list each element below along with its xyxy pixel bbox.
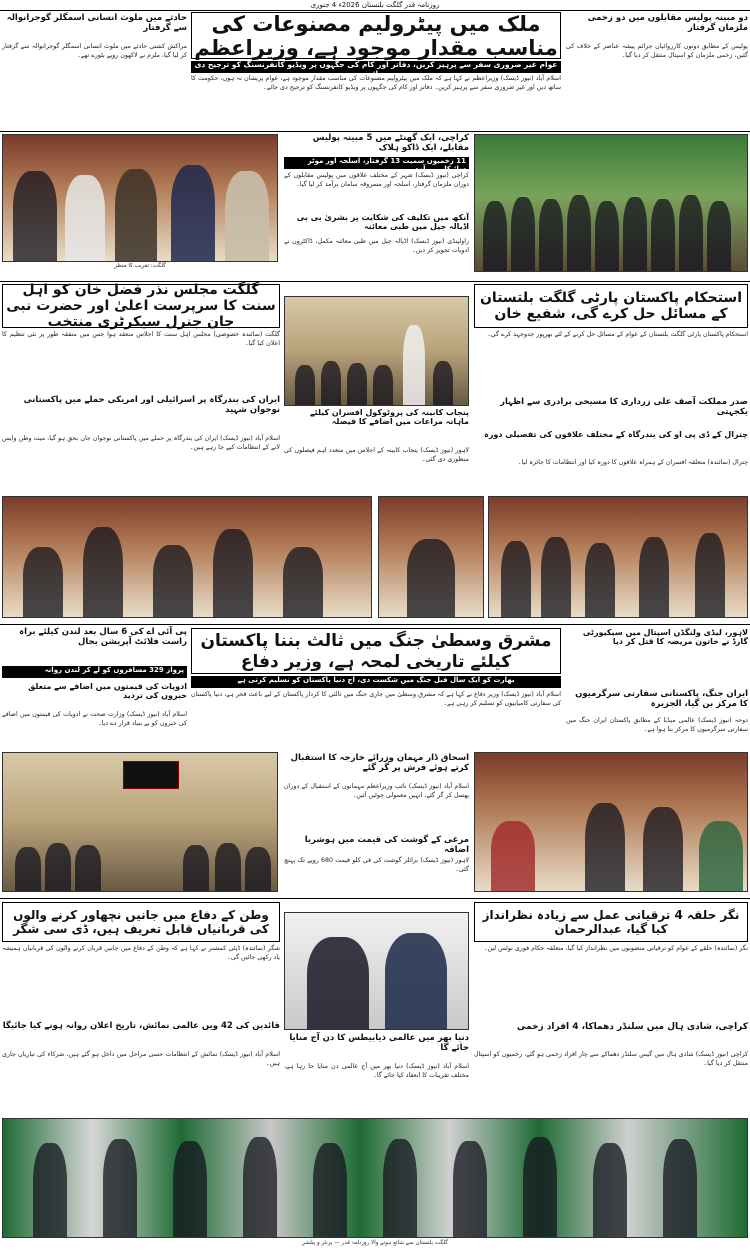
sports-headline[interactable]: قائدین کی 42 ویں عالمی نمائش، تاریخ اعلان روانہ ہونے کیا جائیگا xyxy=(2,1021,280,1031)
iran-port-body: اسلام آباد (نیوز ڈیسک) ایران کی بندرگاہ پر حملے میں پاکستانی نوجوان جاں بحق ہو گیا، میت وطن واپس لانے کے انتظامات کیے جا رہے ہیں۔ xyxy=(2,435,280,451)
ishaq-body: اسلام آباد (نیوز ڈیسک) نائب وزیراعظم مہمانوں کے استقبال کے دوران پھسل کر گر گئے، انہیں معمولی چوٹیں آئیں۔ xyxy=(284,783,469,799)
nagar-headline[interactable]: نگر حلقہ 4 ترقیاتی عمل سے زیادہ نظرانداز کیا گیا، عبدالرحمان xyxy=(474,902,748,942)
iran-port-headline[interactable]: ایران کی بندرگاہ پر اسرائیلی اور امریکی حملے میں پاکستانی نوجوان شہید xyxy=(23,395,280,415)
second-headline[interactable]: مشرق وسطیٰ جنگ میں ثالث بننا پاکستان کیلئے تاریخی لمحہ ہے، وزیر دفاع xyxy=(191,628,561,674)
chitral-body: چترال (نمائندہ) متعلقہ افسران کے ہمراہ علاقوں کا دورہ کیا اور انتظامات کا جائزہ لیا۔ xyxy=(517,459,748,466)
left-top-body: مراکش کشتی حادثے میں ملوث انسانی اسمگلر گوجرانوالہ سے گرفتار کر لیا گیا، ملزم نے لاکھوں روپے بٹورے تھے۔ xyxy=(2,43,187,59)
karachi-headline[interactable]: کراچی، ایک گھنٹے میں 5 مبینہ پولیس مقابلے، ایک ڈاکو ہلاک xyxy=(312,133,469,153)
pia-subhead: پرواز 329 مسافروں کو لے کر لندن روانہ xyxy=(2,666,187,678)
karachi-fire-headline[interactable]: کراچی، شادی ہال میں سلنڈر دھماکا، 4 افراد زخمی xyxy=(516,1022,748,1032)
footer: گلگت بلتستان سے شائع ہونے والا روزنامہ قدر — پرنٹر و پبلشر xyxy=(302,1240,448,1246)
photo-caption: گلگت: تقریب کا منظر xyxy=(114,263,166,269)
punjab-headline[interactable]: پنجاب کابینہ کی پروٹوکول افسران کیلئے ماہانہ مراعات میں اضافے کا فیصلہ xyxy=(309,408,469,427)
photo-gathering xyxy=(2,752,278,892)
meat-price: 680 xyxy=(321,857,334,864)
photo-officials-award xyxy=(2,134,278,262)
photo-hospital-visit xyxy=(474,752,748,892)
main-headline[interactable]: ملک میں پیٹرولیم مصنوعات کی مناسب مقدار موجود ہے، وزیراعظم xyxy=(191,12,561,59)
karachi-fire-body: کراچی (نیوز ڈیسک) شادی ہال میں گیس سلنڈر دھماکے سے چار افراد زخمی ہو گئے، زخمیوں کو اسپتال منتقل کر دیا گیا۔ xyxy=(474,1051,748,1067)
chitral-headline[interactable]: چترال کے ڈی پی او کی بندرگاہ کے مختلف علاقوں کی تفصیلی دورہ xyxy=(484,430,748,439)
photo-group xyxy=(474,134,748,272)
divider xyxy=(0,624,750,625)
meat-headline[interactable]: مرغی کے گوشت کی قیمت میں ہوشربا اضافہ xyxy=(304,835,469,855)
divider xyxy=(0,898,750,899)
photo-meeting-two xyxy=(284,912,469,1030)
right-top-headline[interactable]: دو مبینہ پولیس مقابلوں میں دو زخمی ملزمان گرفتار xyxy=(587,13,748,33)
diabetes-headline[interactable]: دنیا بھر میں عالمی ذیابیطس کا دن آج منایا جائے گا xyxy=(289,1033,469,1053)
second-subhead: بھارت کو ایک سال قبل جنگ میں شکست دی، آج دنیا پاکستان کو تسلیم کرتی ہے xyxy=(191,676,561,688)
punjab-body: لاہور (نیوز ڈیسک) پنجاب کابینہ کے اجلاس میں متعدد اہم فیصلوں کی منظوری دی گئی۔ xyxy=(284,447,469,463)
medicine-headline[interactable]: ادویات کی قیمتوں میں اضافے سے متعلق خبروں کی تردید xyxy=(28,682,187,701)
dateline: روزنامہ قدر گلگت بلتستان 2026ء 4 جنوری xyxy=(0,0,750,11)
ishaq-headline[interactable]: اسحاق ڈار مہمان وزرائے خارجہ کا استقبال کرتے ہوئے فرش پر گر گئے xyxy=(290,753,469,773)
sports-body: اسلام آباد (نیوز ڈیسک) نمائش کے انتظامات حتمی مراحل میں داخل ہو گئے ہیں، شرکاء کی تیاریاں جاری ہیں۔ xyxy=(2,1051,280,1067)
afaq-body: شگر (نمائندہ) ڈپٹی کمشنر نے کہا ہے کہ وطن کے دفاع میں جانیں قربان کرنے والوں کی قربانیاں ہمیشہ یاد رکھی جائیں گی۔ xyxy=(2,945,280,961)
second-body: اسلام آباد (نیوز ڈیسک) وزیر دفاع نے کہا ہے کہ مشرق وسطیٰ میں جاری جنگ میں ثالثی کا کردار پاکستان کے لیے باعث فخر ہے، دنیا پاکستان کی سفارتی کامیابیوں کو تسلیم کر رہی ہے۔ xyxy=(191,691,561,707)
gb-party-body: استحکام پاکستان پارٹی گلگت بلتستان کے عوام کے مسائل حل کرنے کے لئے بھرپور جدوجہد کرے گی۔ xyxy=(487,331,748,338)
divider xyxy=(0,131,750,132)
photo-rally xyxy=(2,1118,748,1238)
left-top-headline[interactable]: حادثے میں ملوث انسانی اسمگلر گوجرانوالہ سے گرفتار xyxy=(6,13,187,33)
gb-party-headline[interactable]: استحکام پاکستان پارٹی گلگت بلتستان کے مسائل حل کرے گی، شفیع خان xyxy=(474,284,748,328)
photo-visit xyxy=(488,496,748,618)
lahore-headline[interactable]: لاہور، لیڈی ولنگڈن اسپتال میں سیکیورٹی گارڈ نے خاتون مریضہ کا قتل کر دیا xyxy=(582,628,748,647)
photo-meeting xyxy=(284,296,469,406)
karachi-subhead: 11 زخمیوں سمیت 13 گرفتار، اسلحہ اور موٹر سائیکلیں برآمد xyxy=(284,157,469,169)
left-mid-body: گلگت (نمائندہ خصوصی) مجلس اہل سنت کا اجلاس منعقد ہوا جس میں متفقہ طور پر نئی تنظیم کا اعلان کیا گیا۔ xyxy=(2,331,280,347)
iran-headline[interactable]: ایران جنگ، پاکستانی سفارتی سرگرمیوں کا مرکز بن گیا، الجزیرہ xyxy=(575,689,748,709)
nagar-body: نگر (نمائندہ) حلقے کے عوام کو ترقیاتی منصوبوں میں نظرانداز کیا گیا، متعلقہ حکام فوری نوٹس لیں۔ xyxy=(483,945,748,952)
photo-office xyxy=(378,496,484,618)
medicine-body: اسلام آباد (نیوز ڈیسک) وزارت صحت نے ادویات کی قیمتوں میں اضافے کی خبروں کو بے بنیاد قرار دے دیا۔ xyxy=(2,711,187,727)
pia-headline[interactable]: پی آئی اے کی 6 سال بعد لندن کیلئے براہ راست فلائٹ آپریشن بحال xyxy=(19,627,187,647)
afaq-headline[interactable]: وطن کے دفاع میں جانیں نچھاور کرنے والوں کی قربانیاں قابل تعریف ہیں، ڈی سی شگر xyxy=(2,902,280,942)
karachi-body: کراچی (نیوز ڈیسک) شہر کے مختلف علاقوں میں پولیس مقابلوں کے دوران ملزمان گرفتار، اسلحہ اور مسروقہ سامان برآمد کر لیا گیا۔ xyxy=(284,172,469,188)
iran-body: دوحہ (نیوز ڈیسک) عالمی میڈیا کے مطابق پاکستان ایران جنگ میں سفارتی سرگرمیوں کا مرکز بنا ہوا ہے۔ xyxy=(566,717,748,733)
left-mid-headline[interactable]: گلگت مجلس نذر فضل خان کو اہل سنت کا سرپرست اعلیٰ اور حضرت نبی جان جنرل سیکرٹری منتخب xyxy=(2,284,280,328)
adiala-headline[interactable]: آنکھ میں تکلیف کی شکایت پر بشریٰ بی بی اڈیالہ جیل میں طبی معائنہ xyxy=(296,213,469,232)
photo-reception xyxy=(2,496,372,618)
sadar-headline[interactable]: صدر مملکت آصف علی زرداری کا مسیحی برادری سے اظہار یکجہتی xyxy=(500,397,748,417)
adiala-body: راولپنڈی (نیوز ڈیسک) اڈیالہ جیل میں طبی معائنہ مکمل، ڈاکٹروں نے ادویات تجویز کر دیں۔ xyxy=(284,238,469,254)
main-body: اسلام آباد (نیوز ڈیسک) وزیراعظم نے کہا ہے کہ ملک میں پیٹرولیم مصنوعات کی مناسب مقدار موجود ہے، عوام پریشان نہ ہوں، حکومت کا ساتھ دیں اور غیر ضروری سفر سے پرہیز کریں۔ دفاتر اور کام کی جگہوں پر ویڈیو کانفرنسنگ کو ترجیح دی جائے۔ xyxy=(191,75,561,91)
main-subhead: عوام غیر ضروری سفر سے پرہیز کریں، دفاتر اور کام کی جگہوں پر ویڈیو کانفرنسنگ کو ترجیح دی جائے xyxy=(191,61,561,73)
diabetes-body: اسلام آباد (نیوز ڈیسک) دنیا بھر میں آج عالمی دن منایا جا رہا ہے، مختلف تقریبات کا انعقاد کیا جائے گا۔ xyxy=(284,1063,469,1079)
meat-body: لاہور (نیوز ڈیسک) برائلر گوشت کی فی کلو قیمت 680 روپے تک پہنچ گئی۔ xyxy=(284,857,469,873)
right-top-body: پولیس کے مطابق دونوں کارروائیاں جرائم پیشہ عناصر کے خلاف کی گئیں، زخمی ملزمان کو اسپتال منتقل کر دیا گیا۔ xyxy=(566,43,748,59)
